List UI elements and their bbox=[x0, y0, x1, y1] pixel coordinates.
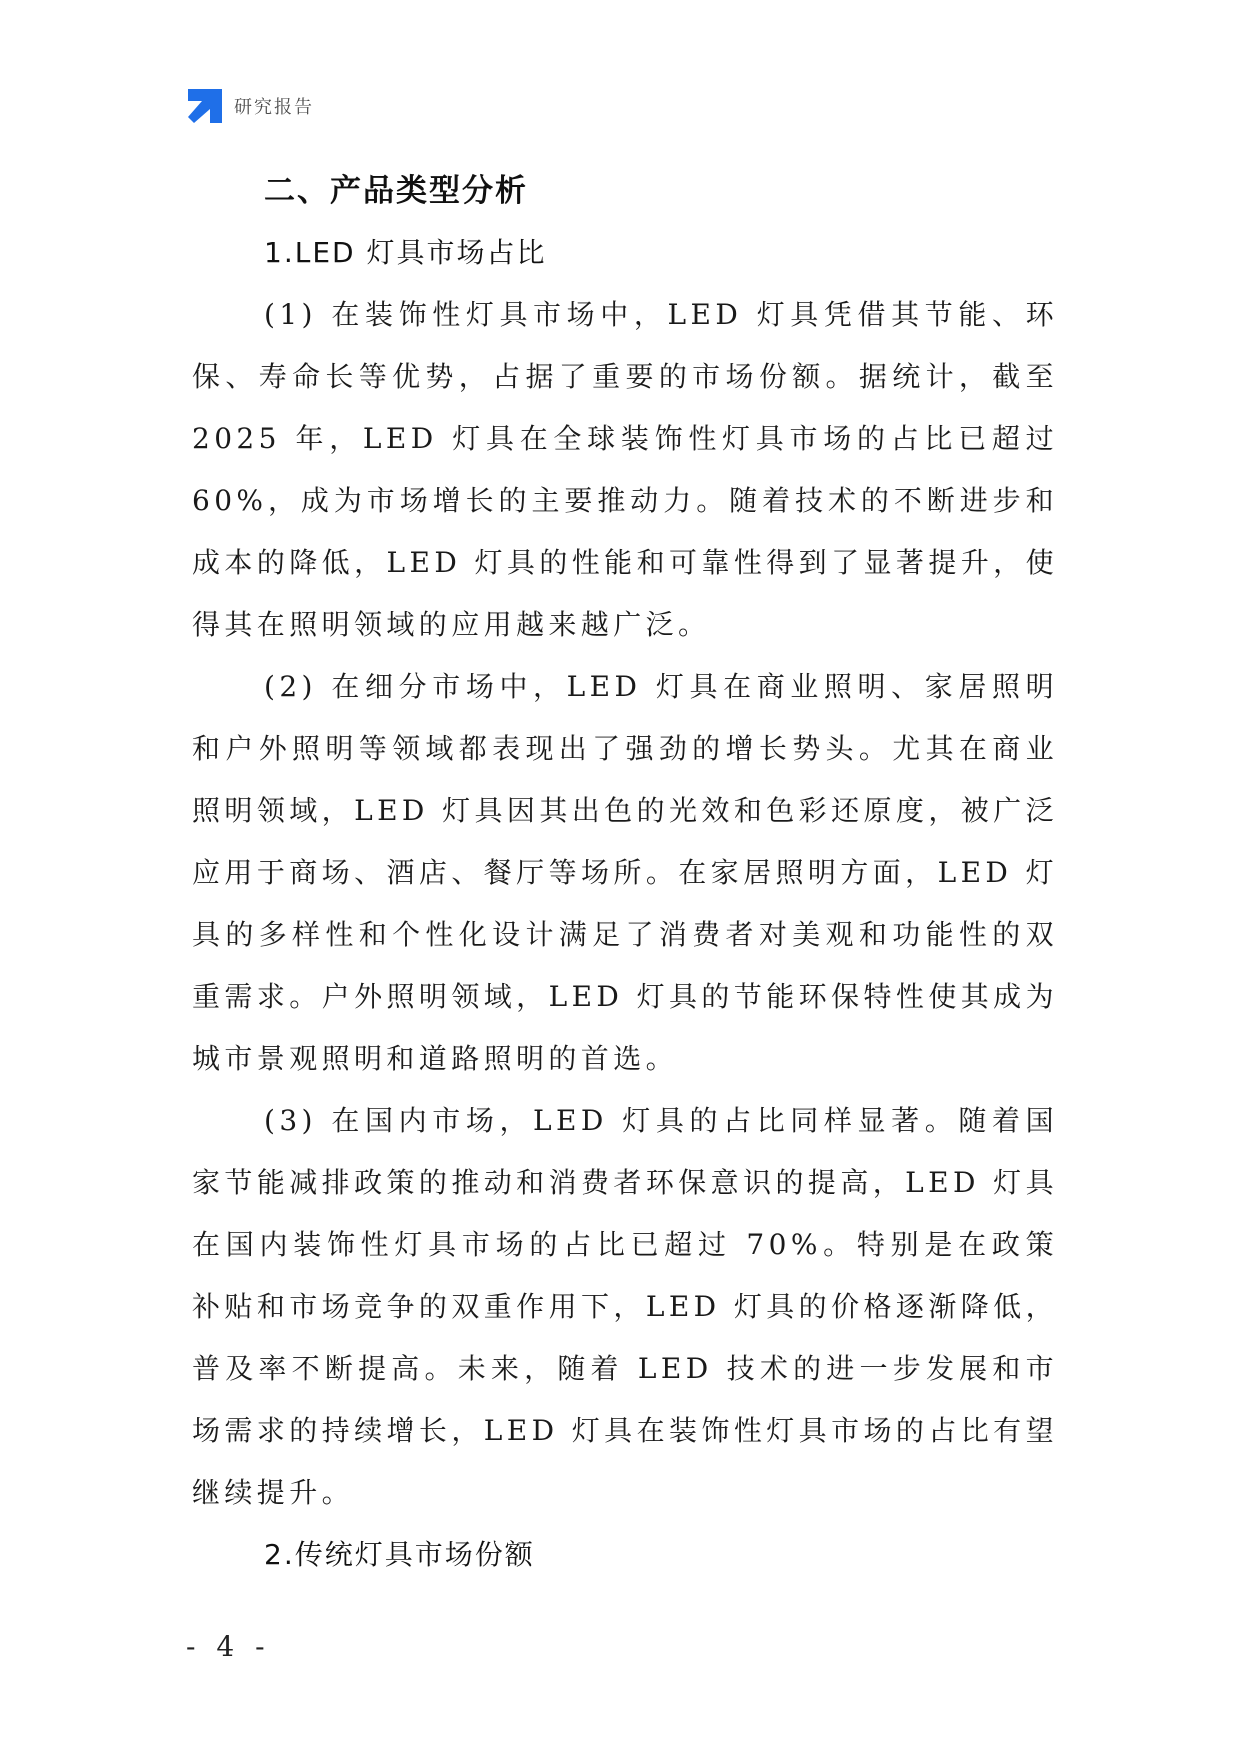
arrow-logo-icon bbox=[188, 89, 222, 123]
section-title: 二、产品类型分析 bbox=[264, 173, 528, 209]
paragraph-3: (3) 在国内市场，LED 灯具的占比同样显著。随着国家节能减排政策的推动和消费者环保意识的提高，LED 灯具在国内装饰性灯具市场的占比已超过 70%。特别是在政策补贴和市场竞争的双重作用下，LED 灯具的价格逐渐降低，普及率不断提高。未来，随着 LED 技术的进一步发展和市场需求的持续增长，LED 灯具在装饰性灯具市场的占比有望继续提升。 bbox=[192, 1104, 1058, 1509]
document-body bbox=[192, 160, 1058, 1586]
subsection-title-led: 1.LED 灯具市场占比 bbox=[264, 236, 547, 269]
header-title: 研究报告 bbox=[234, 97, 314, 118]
report-header bbox=[188, 88, 314, 124]
paragraph-1: (1) 在装饰性灯具市场中，LED 灯具凭借其节能、环保、寿命长等优势，占据了重要的市场份额。据统计，截至 2025 年，LED 灯具在全球装饰性灯具市场的占比已超过 60%，成为市场增长的主要推动力。随着技术的不断进步和成本的降低，LED 灯具的性能和可靠性得到了显著提升，使得其在照明领域的应用越来越广泛。 bbox=[192, 298, 1058, 641]
page-number: - 4 - bbox=[186, 1630, 271, 1663]
paragraph-2: (2) 在细分市场中，LED 灯具在商业照明、家居照明和户外照明等领域都表现出了强劲的增长势头。尤其在商业照明领域，LED 灯具因其出色的光效和色彩还原度，被广泛应用于商场、酒店、餐厅等场所。在家居照明方面，LED 灯具的多样性和个性化设计满足了消费者对美观和功能性的双重需求。户外照明领域，LED 灯具的节能环保特性使其成为城市景观照明和道路照明的首选。 bbox=[192, 670, 1058, 1075]
subsection-title-traditional: 2.传统灯具市场份额 bbox=[264, 1538, 535, 1571]
